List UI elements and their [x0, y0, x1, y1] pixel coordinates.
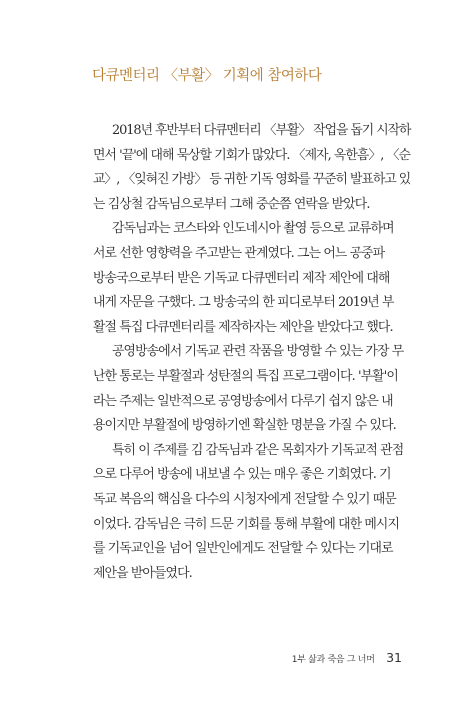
- body-text: [74, 119, 410, 586]
- text-line: 서로 선한 영향력을 주고받는 관계였다. 그는 어느 공중파: [93, 245, 385, 261]
- text-line: 활절 특집 다큐멘터리를 제작하자는 제안을 받았다고 했다.: [93, 319, 393, 335]
- paragraph: [74, 119, 410, 217]
- paragraph: [74, 340, 410, 438]
- running-footer-section: 1부 삶과 죽음 그 너머: [291, 655, 375, 665]
- text-line: 2018년 후반부터 다큐멘터리 〈부활〉 작업을 돕기 시작하: [112, 123, 411, 138]
- text-line: 난한 통로는 부활절과 성탄절의 특집 프로그램이다. '부활'이: [93, 368, 398, 384]
- text-line: 감독님과는 코스타와 인도네시아 촬영 등으로 교류하며: [112, 221, 394, 237]
- page-number: 31: [386, 650, 402, 665]
- page-footer: [292, 650, 402, 665]
- paragraph: [74, 217, 410, 340]
- text-line: 는 김상철 감독님으로부터 그해 중순쯤 연락을 받았다.: [93, 196, 370, 212]
- text-line: 교〉, 〈잊혀진 가방〉 등 귀한 기독 영화를 꾸준히 발표하고 있: [93, 172, 411, 188]
- paragraph: [74, 439, 410, 587]
- text-line: 방송국으로부터 받은 기독교 다큐멘터리 제작 제안에 대해: [93, 270, 390, 286]
- text-line: 공영방송에서 기독교 관련 작품을 방영할 수 있는 가장 무: [112, 344, 404, 360]
- text-line: 으로 다루어 방송에 내보낼 수 있는 매우 좋은 기회였다. 기: [93, 467, 391, 483]
- text-line: 독교 복음의 핵심을 다수의 시청자에게 전달할 수 있기 때문: [93, 491, 396, 507]
- text-line: 제안을 받아들였다.: [93, 565, 192, 581]
- text-line: 용이지만 부활절에 방영하기엔 확실한 명분을 가질 수 있다.: [93, 418, 396, 434]
- chapter-title: 다큐멘터리 〈부활〉 기획에 참여하다: [92, 68, 322, 84]
- text-line: 특히 이 주제를 김 감독님과 같은 목회자가 기독교적 관점: [112, 442, 404, 458]
- text-line: 이었다. 감독님은 극히 드문 기회를 통해 부활에 대한 메시지: [93, 516, 400, 532]
- text-line: 면서 '끝'에 대해 묵상할 기회가 많았다. 〈제자, 옥한흠〉, 〈순: [93, 147, 411, 163]
- text-line: 를 기독교인을 넘어 일반인에게도 전달할 수 있다는 기대로: [93, 541, 393, 557]
- text-line: 라는 주제는 일반적으로 공영방송에서 다루기 쉽지 않은 내: [93, 393, 393, 409]
- text-line: 내게 자문을 구했다. 그 방송국의 한 피디로부터 2019년 부: [93, 295, 394, 311]
